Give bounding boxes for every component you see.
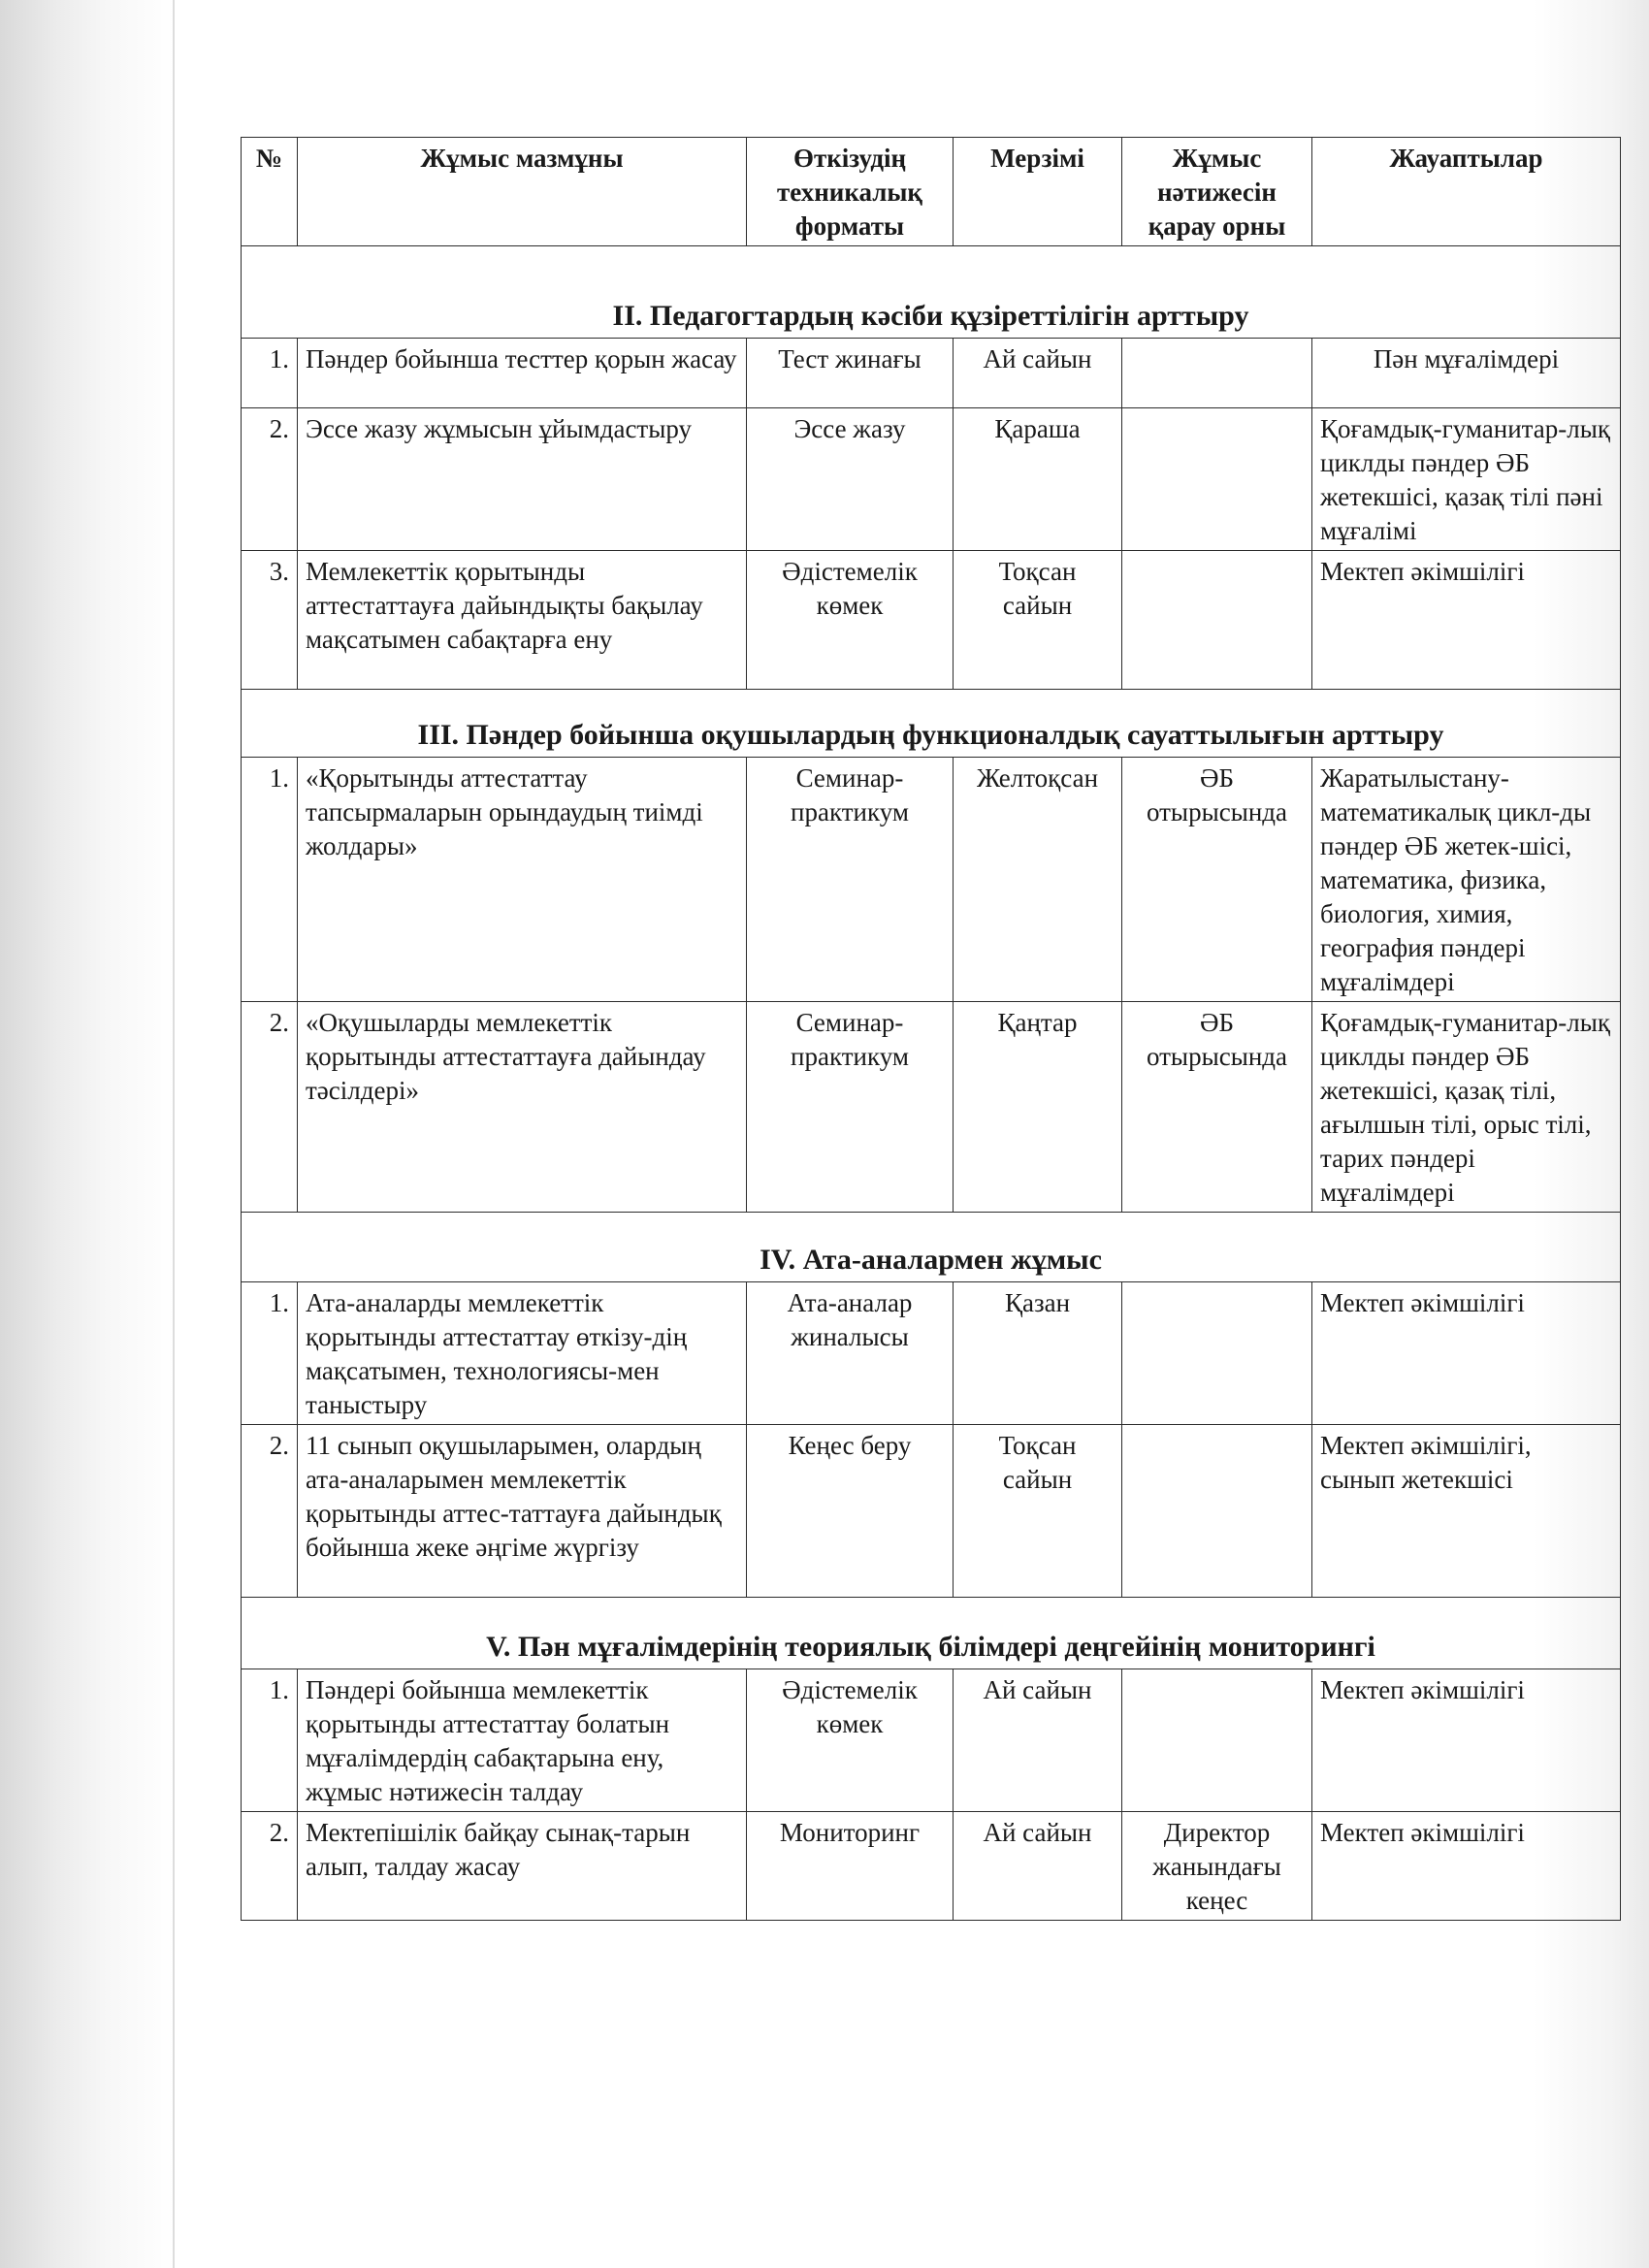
row-number: 2. bbox=[242, 1002, 298, 1213]
row-content: Мемлекеттік қорытынды аттестаттауға дайындықты бақылау мақсатымен сабақтарға ену bbox=[298, 551, 747, 690]
row-deadline: Тоқсан сайын bbox=[954, 551, 1122, 690]
row-responsible: Мектеп әкімшілігі bbox=[1312, 1812, 1621, 1921]
row-content: Пәндер бойынша тесттер қорын жасау bbox=[298, 339, 747, 408]
row-format: Семинар-практикум bbox=[747, 1002, 954, 1213]
row-result-place bbox=[1122, 1425, 1312, 1598]
table-row bbox=[242, 339, 1621, 408]
row-deadline: Қазан bbox=[954, 1282, 1122, 1425]
row-content: 11 сынып оқушыларымен, олардың ата-аналарымен мемлекеттік қорытынды аттес-таттауға дайындық бойынша жеке әңгіме жүргізу bbox=[298, 1425, 747, 1598]
row-deadline: Ай сайын bbox=[954, 339, 1122, 408]
row-content: Мектепішілік байқау сынақ-тарын алып, талдау жасау bbox=[298, 1812, 747, 1921]
row-content: Ата-аналарды мемлекеттік қорытынды аттестаттау өткізу-дің мақсатымен, технологиясы-мен таныстыру bbox=[298, 1282, 747, 1425]
row-content: «Қорытынды аттестаттау тапсырмаларын орындаудың тиімді жолдары» bbox=[298, 758, 747, 1002]
table-row bbox=[242, 1425, 1621, 1598]
binding-edge bbox=[173, 0, 175, 2268]
row-result-place bbox=[1122, 408, 1312, 551]
header-deadline: Мерзімі bbox=[954, 138, 1122, 246]
row-number: 1. bbox=[242, 339, 298, 408]
row-number: 3. bbox=[242, 551, 298, 690]
header-no: № bbox=[242, 138, 298, 246]
row-result-place bbox=[1122, 1669, 1312, 1812]
row-format: Ата-аналар жиналысы bbox=[747, 1282, 954, 1425]
row-format: Мониторинг bbox=[747, 1812, 954, 1921]
table-row bbox=[242, 1002, 1621, 1213]
section-title: V. Пән мұғалімдерінің теориялық білімдері деңгейінің мониторингі bbox=[242, 1598, 1621, 1669]
row-deadline: Тоқсан сайын bbox=[954, 1425, 1122, 1598]
row-responsible: Пән мұғалімдері bbox=[1312, 339, 1621, 408]
row-format: Әдістемелік көмек bbox=[747, 551, 954, 690]
row-content: Эссе жазу жұмысын ұйымдастыру bbox=[298, 408, 747, 551]
row-number: 1. bbox=[242, 1282, 298, 1425]
section-heading bbox=[242, 1598, 1621, 1669]
row-number: 2. bbox=[242, 1425, 298, 1598]
row-result-place bbox=[1122, 339, 1312, 408]
row-responsible: Қоғамдық-гуманитар-лық циклды пәндер ӘБ жетекшісі, қазақ тілі, ағылшын тілі, орыс тілі, тарих пәндері мұғалімдері bbox=[1312, 1002, 1621, 1213]
table-row bbox=[242, 758, 1621, 1002]
section-heading bbox=[242, 690, 1621, 758]
row-deadline: Қараша bbox=[954, 408, 1122, 551]
table-row bbox=[242, 1282, 1621, 1425]
row-deadline: Ай сайын bbox=[954, 1669, 1122, 1812]
header-row bbox=[242, 138, 1621, 246]
row-responsible: Мектеп әкімшілігі bbox=[1312, 1669, 1621, 1812]
header-responsible: Жауаптылар bbox=[1312, 138, 1621, 246]
section-heading bbox=[242, 1213, 1621, 1282]
row-responsible: Жаратылыстану-математикалық цикл-ды пәндер ӘБ жетек-шісі, математика, физика, биология, химия, география пәндері мұғалімдері bbox=[1312, 758, 1621, 1002]
row-responsible: Қоғамдық-гуманитар-лық циклды пәндер ӘБ жетекшісі, қазақ тілі пәні мұғалімі bbox=[1312, 408, 1621, 551]
row-format: Кеңес беру bbox=[747, 1425, 954, 1598]
row-format: Семинар-практикум bbox=[747, 758, 954, 1002]
row-result-place: Директор жанындағы кеңес bbox=[1122, 1812, 1312, 1921]
section-title: IV. Ата-аналармен жұмыс bbox=[242, 1213, 1621, 1282]
row-result-place: ӘБ отырысында bbox=[1122, 758, 1312, 1002]
header-content: Жұмыс мазмұны bbox=[298, 138, 747, 246]
table-row bbox=[242, 551, 1621, 690]
section-heading bbox=[242, 246, 1621, 339]
header-result-place: Жұмыс нәтижесін қарау орны bbox=[1122, 138, 1312, 246]
row-content: Пәндері бойынша мемлекеттік қорытынды аттестаттау болатын мұғалімдердің сабақтарына ену, жұмыс нәтижесін талдау bbox=[298, 1669, 747, 1812]
row-responsible: Мектеп әкімшілігі bbox=[1312, 551, 1621, 690]
section-title: II. Педагогтардың кәсіби құзіреттілігін арттыру bbox=[242, 246, 1621, 339]
row-format: Тест жинағы bbox=[747, 339, 954, 408]
row-result-place bbox=[1122, 551, 1312, 690]
section-title: III. Пәндер бойынша оқушылардың функционалдық сауаттылығын арттыру bbox=[242, 690, 1621, 758]
row-number: 2. bbox=[242, 1812, 298, 1921]
row-format: Эссе жазу bbox=[747, 408, 954, 551]
row-deadline: Ай сайын bbox=[954, 1812, 1122, 1921]
header-format: Өткізудің техникалық форматы bbox=[747, 138, 954, 246]
row-format: Әдістемелік көмек bbox=[747, 1669, 954, 1812]
table-row bbox=[242, 408, 1621, 551]
row-number: 2. bbox=[242, 408, 298, 551]
row-deadline: Қаңтар bbox=[954, 1002, 1122, 1213]
row-deadline: Желтоқсан bbox=[954, 758, 1122, 1002]
table-row bbox=[242, 1812, 1621, 1921]
row-number: 1. bbox=[242, 758, 298, 1002]
row-result-place: ӘБ отырысында bbox=[1122, 1002, 1312, 1213]
row-number: 1. bbox=[242, 1669, 298, 1812]
work-plan-table bbox=[241, 137, 1621, 1921]
row-result-place bbox=[1122, 1282, 1312, 1425]
row-responsible: Мектеп әкімшілігі bbox=[1312, 1282, 1621, 1425]
table-row bbox=[242, 1669, 1621, 1812]
row-responsible: Мектеп әкімшілігі, сынып жетекшісі bbox=[1312, 1425, 1621, 1598]
row-content: «Оқушыларды мемлекеттік қорытынды аттестаттауға дайындау тәсілдері» bbox=[298, 1002, 747, 1213]
